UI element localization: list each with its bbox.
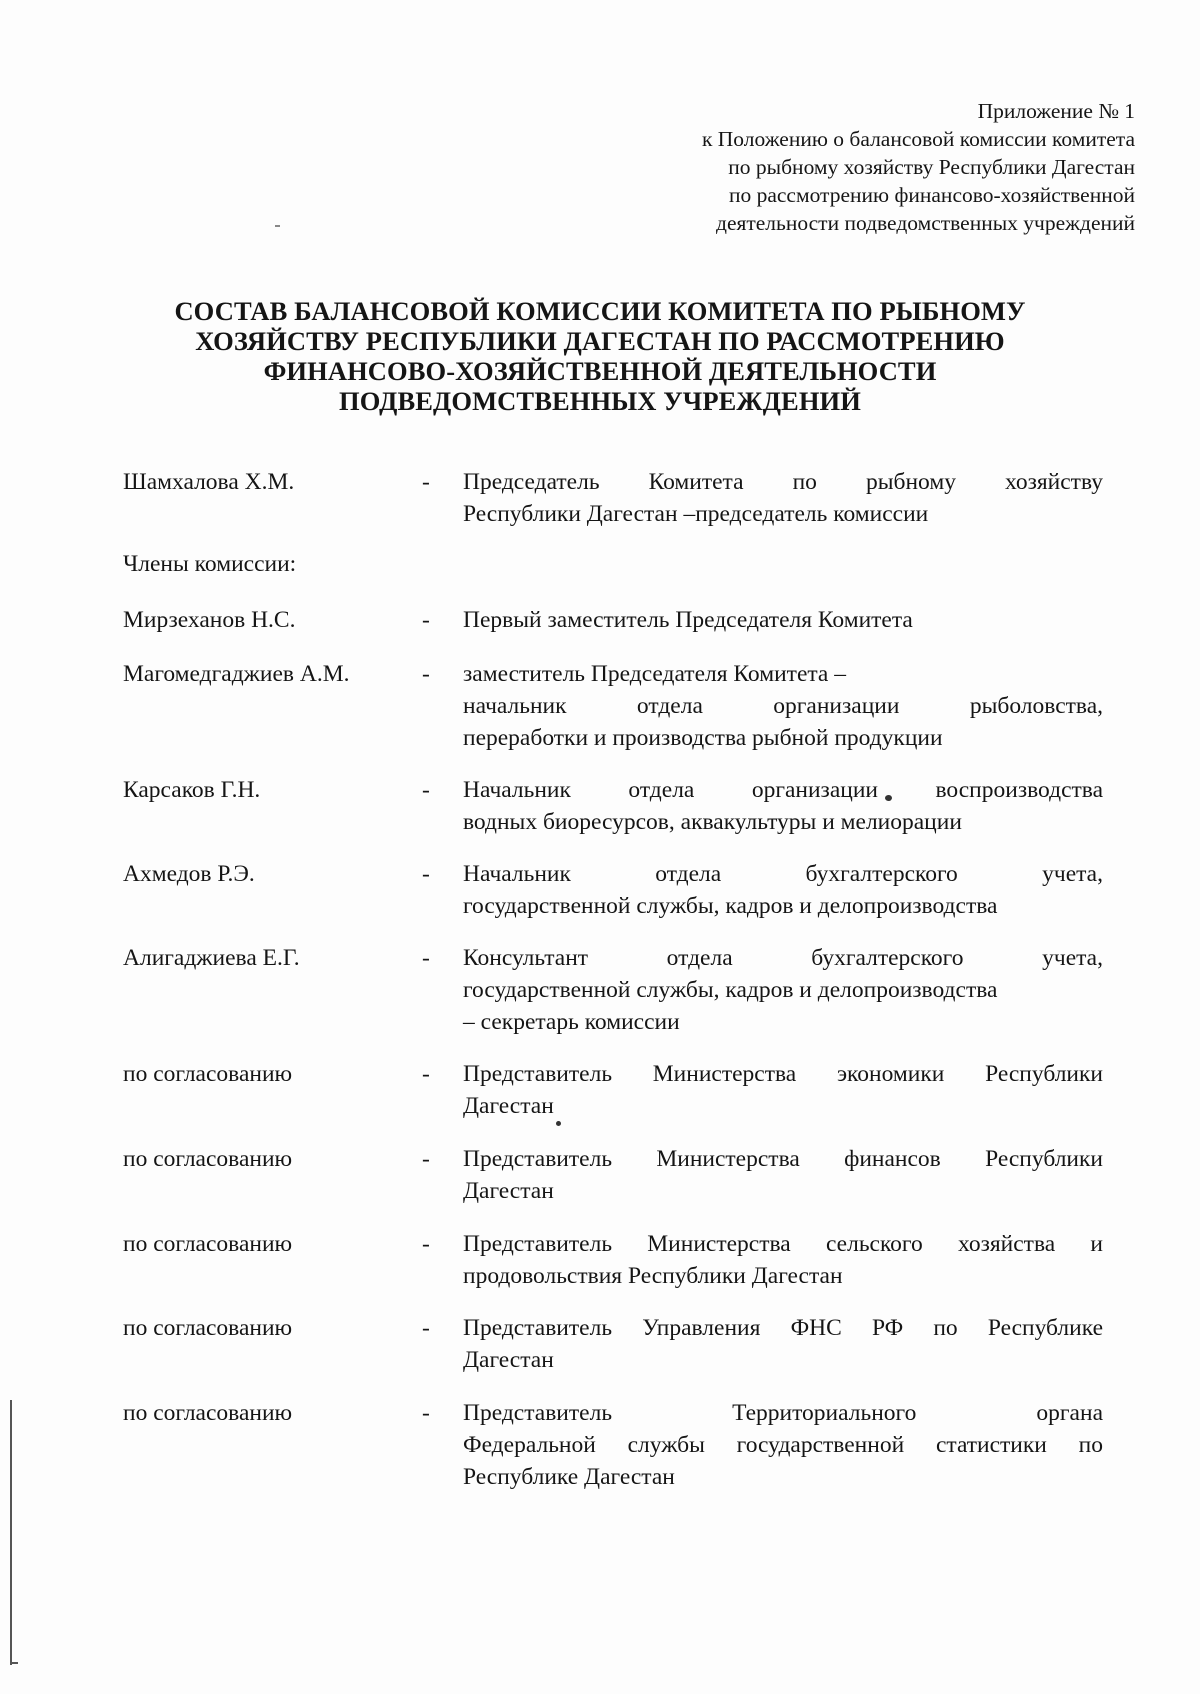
members-label: Члены комиссии: xyxy=(123,551,297,577)
scan-margin-line xyxy=(10,1400,12,1665)
description-line: Дагестан xyxy=(463,1093,554,1119)
description-line: Представитель Министерства экономики Республики xyxy=(463,1061,1103,1087)
description-line: – секретарь комиссии xyxy=(463,1009,680,1035)
description-line: Председатель Комитета по рыбному хозяйству xyxy=(463,469,1103,495)
description-line: государственной службы, кадров и делопроизводства xyxy=(463,893,998,919)
description-line: Первый заместитель Председателя Комитета xyxy=(463,607,913,633)
description-line: продовольствия Республики Дагестан xyxy=(463,1263,843,1289)
description-line: водных биоресурсов, аквакультуры и мелиорации xyxy=(463,809,962,835)
chair-description xyxy=(463,466,1103,530)
chair-name: Шамхалова Х.М. xyxy=(123,469,295,495)
member-name: по согласованию xyxy=(123,1061,293,1087)
document-title xyxy=(100,296,1100,416)
row-dash: - xyxy=(422,1061,430,1087)
scan-speck xyxy=(275,225,280,227)
row-dash: - xyxy=(422,607,430,633)
row-dash: - xyxy=(422,1146,430,1172)
appendix-line: деятельности подведомственных учреждений xyxy=(716,211,1135,235)
row-dash: - xyxy=(422,945,430,971)
appendix-line: по рыбному хозяйству Республики Дагестан xyxy=(728,155,1135,179)
description-line: Начальник отдела бухгалтерского учета, xyxy=(463,861,1103,887)
member-description xyxy=(463,1058,1103,1122)
member-description xyxy=(463,1228,1103,1292)
row-dash: - xyxy=(422,777,430,803)
description-line: Дагестан xyxy=(463,1178,554,1204)
description-line: начальник отдела организации рыболовства, xyxy=(463,693,1103,719)
description-line: Представитель Министерства сельского хозяйства и xyxy=(463,1231,1103,1257)
description-line: государственной службы, кадров и делопроизводства xyxy=(463,977,998,1003)
description-line: заместитель Председателя Комитета – xyxy=(463,661,846,687)
appendix-line: по рассмотрению финансово-хозяйственной xyxy=(728,183,1135,207)
member-description xyxy=(463,604,1103,636)
title-line: СОСТАВ БАЛАНСОВОЙ КОМИССИИ КОМИТЕТА ПО РЫБНОМУ xyxy=(174,296,1026,326)
appendix-header xyxy=(595,97,1135,237)
description-line: Республике Дагестан xyxy=(463,1464,675,1490)
member-description xyxy=(463,658,1103,754)
row-dash: - xyxy=(422,861,430,887)
description-line: Начальник отдела организации воспроизводства xyxy=(463,777,1103,803)
row-dash: - xyxy=(422,1400,430,1426)
member-name: Магомедгаджиев А.М. xyxy=(123,661,350,687)
member-description xyxy=(463,774,1103,838)
member-name: Ахмедов Р.Э. xyxy=(123,861,255,887)
row-dash: - xyxy=(422,469,430,495)
title-line: ФИНАНСОВО-ХОЗЯЙСТВЕННОЙ ДЕЯТЕЛЬНОСТИ xyxy=(263,356,937,386)
description-line: Федеральной службы государственной статистики по xyxy=(463,1432,1103,1458)
member-name: по согласованию xyxy=(123,1146,293,1172)
appendix-line: Приложение № 1 xyxy=(977,99,1135,123)
description-line: Республики Дагестан –председатель комиссии xyxy=(463,501,929,527)
description-line: Представитель Территориального органа xyxy=(463,1400,1103,1426)
description-line: Консультант отдела бухгалтерского учета, xyxy=(463,945,1103,971)
member-name: по согласованию xyxy=(123,1400,293,1426)
member-name: по согласованию xyxy=(123,1231,293,1257)
member-name: Мирзеханов Н.С. xyxy=(123,607,296,633)
description-line: Представитель Министерства финансов Республики xyxy=(463,1146,1103,1172)
title-line: ПОДВЕДОМСТВЕННЫХ УЧРЕЖДЕНИЙ xyxy=(339,386,861,416)
description-line: Дагестан xyxy=(463,1347,554,1373)
row-dash: - xyxy=(422,1231,430,1257)
member-name: по согласованию xyxy=(123,1315,293,1341)
row-dash: - xyxy=(422,661,430,687)
member-description xyxy=(463,1143,1103,1207)
member-description xyxy=(463,1312,1103,1376)
member-name: Карсаков Г.Н. xyxy=(123,777,261,803)
row-dash: - xyxy=(422,1315,430,1341)
scan-margin-tick xyxy=(10,1662,18,1664)
member-description xyxy=(463,942,1103,1038)
member-description xyxy=(463,858,1103,922)
title-line: ХОЗЯЙСТВУ РЕСПУБЛИКИ ДАГЕСТАН ПО РАССМОТРЕНИЮ xyxy=(195,326,1005,356)
description-line: переработки и производства рыбной продукции xyxy=(463,725,943,751)
description-line: Представитель Управления ФНС РФ по Республике xyxy=(463,1315,1103,1341)
member-description xyxy=(463,1397,1103,1493)
appendix-line: к Положению о балансовой комиссии комитета xyxy=(701,127,1135,151)
member-name: Алигаджиева Е.Г. xyxy=(123,945,300,971)
